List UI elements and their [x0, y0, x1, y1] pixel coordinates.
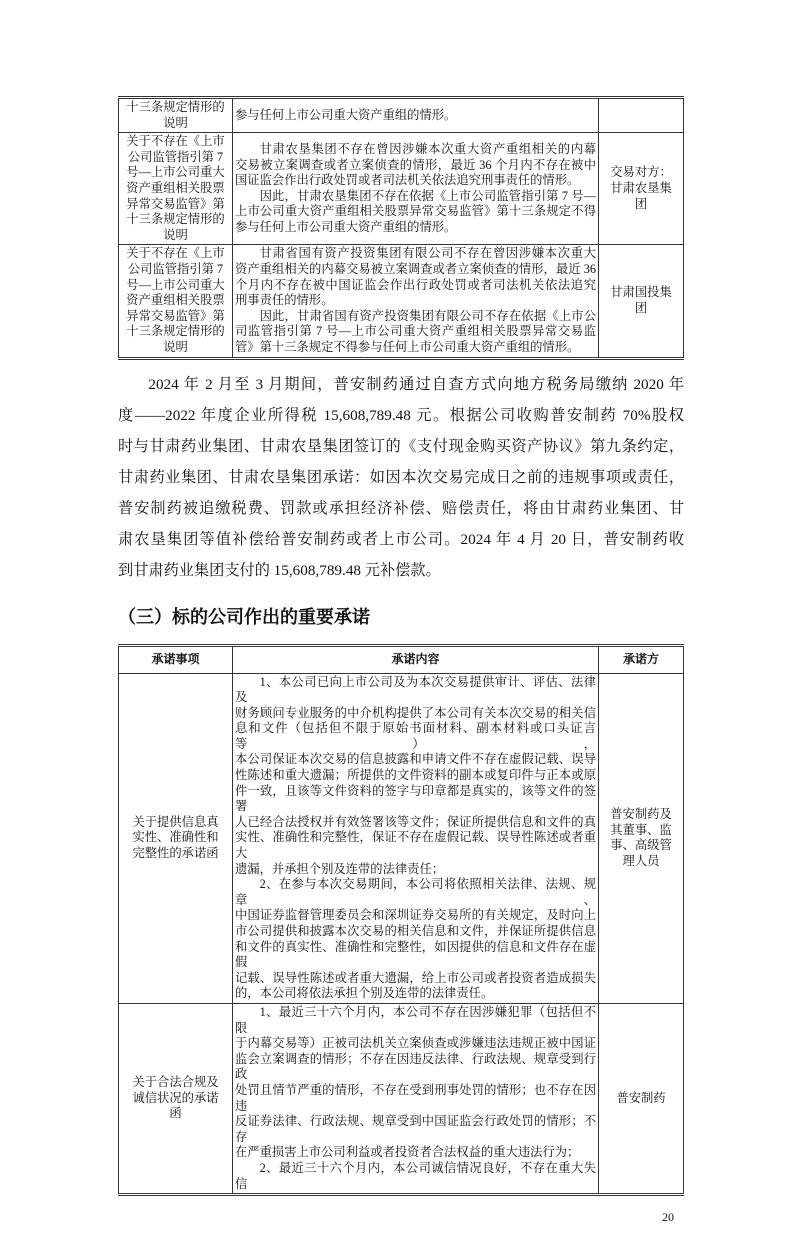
text-line: 遗漏，并承担个别及连带的法律责任；	[235, 861, 445, 876]
text-line: 团	[634, 196, 648, 211]
text-line: 市公司提供和披露本次交易的相关信息和文件，并保证所提供信息	[235, 924, 596, 938]
text-line: 公司监管指引第 7	[127, 261, 224, 276]
text-line: 完整性的承诺函	[132, 846, 219, 861]
content-paragraph	[235, 675, 596, 878]
text-line: 说明	[163, 227, 188, 242]
text-line: 本公司保证本次交易的信息披露和申请文件不存在虚假记载、误导	[235, 752, 596, 767]
commitment-content-cell	[233, 98, 599, 133]
text-line: 人已经合法授权并有效签署该等文件；保证所提供信息和文件的真	[235, 814, 596, 829]
table-row	[119, 673, 684, 1003]
text-line: 十三条规定情形的	[126, 324, 225, 339]
text-line: 件一致，且该等文件资料的签字与印章都是真实的，该等文件的签署	[235, 783, 596, 814]
committing-party-cell	[599, 133, 684, 245]
text-line: 异常交易监管》第	[126, 308, 225, 323]
commitment-content-cell	[233, 133, 599, 245]
text-line: 到甘肃药业集团支付的 15,608,789.48 元补偿款。	[118, 561, 441, 579]
text-line: 个月内不存在被中国证监会作出行政处罚或者司法机关依法追究	[235, 277, 596, 292]
text-line: 其董事、监	[610, 822, 672, 837]
text-line: 说明	[163, 115, 188, 130]
text-line: 于内幕交易等）正被司法机关立案侦查或涉嫌违法违规正被中国证	[235, 1036, 596, 1051]
text-line: 在严重损害上市公司利益或者投资者合法权益的重大违法行为；	[235, 1145, 580, 1160]
text-line: 和文件的真实性、准确性和完整性，如因提供的信息和文件存在虚假	[235, 939, 596, 970]
text-line: 事、高级管	[610, 838, 672, 853]
table-row	[119, 1003, 684, 1194]
text-line: 中国证券监督管理委员会和深圳证券交易所的有关规定，及时向上	[235, 908, 596, 923]
text-line: 号—上市公司重大	[126, 277, 225, 292]
text-line: 十三条规定情形的	[126, 100, 225, 114]
text-line: 1、本公司已向上市公司及为本次交易提供审计、评估、法律及	[235, 674, 596, 705]
text-line: 理人员	[622, 853, 660, 868]
content-paragraph	[235, 309, 596, 356]
text-line: 因此，甘肃省国有资产投资集团有限公司不存在依据《上市公	[259, 308, 596, 323]
text-line: 函	[169, 1106, 182, 1121]
text-line: 处罚且情节严重的情形，不存在受到刑事处罚的情形；也不存在因违	[235, 1082, 596, 1113]
document-page	[118, 0, 684, 1244]
text-line: 甘肃国投集	[610, 285, 672, 300]
content-paragraph	[235, 189, 596, 236]
text-line: 普安制药	[616, 1090, 666, 1105]
header-commitment-item: 承诺事项	[119, 645, 233, 673]
text-line: 度——2022 年度企业所得税 15,608,789.48 元。根据公司收购普安制药 70%股权	[118, 406, 684, 424]
text-line: 说明	[163, 339, 188, 354]
text-line: 异常交易监管》第	[126, 196, 225, 211]
text-line: 关于不存在《上市	[126, 246, 225, 261]
text-line: 十三条规定情形的	[126, 212, 225, 227]
text-line: 因此，甘肃农垦集团不存在依据《上市公司监管指引第 7 号—	[259, 188, 596, 203]
commitment-item-cell	[119, 673, 233, 1003]
text-line: 肃农垦集团等值补偿给普安制药或者上市公司。2024 年 4 月 20 日，普安制药收	[118, 530, 684, 548]
text-line: 关于合法合规及	[132, 1075, 219, 1090]
table-row	[119, 98, 684, 133]
committing-party-cell	[599, 98, 684, 133]
committing-party-cell	[599, 245, 684, 358]
content-paragraph	[235, 877, 596, 1002]
commitment-item-cell	[119, 1003, 233, 1194]
text-line: 甘肃农垦集团不存在曾因涉嫌本次重大资产重组相关的内幕	[259, 141, 596, 156]
commitment-content-cell	[233, 1003, 599, 1194]
text-line: 交易对方：	[610, 165, 672, 180]
commitment-content-cell	[233, 673, 599, 1003]
text-line: 监会立案调查的情形；不存在因违反法律、行政法规、规章受到行政	[235, 1051, 596, 1082]
text-line: 的，本公司将依法承担个别及连带的法律责任。	[235, 986, 494, 1001]
text-line: 实性、准确性和完整性，保证不存在虚假记载、误导性陈述或者重大	[235, 830, 596, 861]
text-line: 财务顾问专业服务的中介机构提供了本公司有关本次交易的相关信	[235, 705, 596, 720]
text-line: 普安制药及	[610, 807, 672, 822]
commitment-item-cell	[119, 133, 233, 245]
commitment-item-cell	[119, 98, 233, 133]
text-line: 甘肃药业集团、甘肃农垦集团承诺：如因本次交易完成日之前的违规事项或责任，	[118, 468, 684, 486]
commitment-content-cell	[233, 245, 599, 358]
text-line: 参与任何上市公司重大资产重组的情形。	[235, 107, 457, 122]
text-line: 交易被立案调查或者立案侦查的情形，最近 36 个月内不存在被中	[235, 157, 596, 172]
content-paragraph	[235, 246, 596, 308]
content-paragraph	[235, 1005, 596, 1161]
text-line: 资产重组相关股票	[126, 293, 225, 308]
text-line: 公司监管指引第 7	[127, 149, 224, 164]
text-line: 性陈述和重大遗漏；所提供的文件资料的副本或复印件与正本或原	[235, 768, 596, 783]
committing-party-cell	[599, 673, 684, 1003]
text-line: 息和文件（包括但不限于原始书面材料、副本材料或口头证言等），	[235, 721, 596, 751]
text-line: 国证监会作出行政处罚或者司法机关依法追究刑事责任的情形。	[235, 173, 580, 188]
text-line: 资产重组相关的内幕交易被立案调查或者立案侦查的情形，最近 36	[235, 261, 596, 276]
table-header-row	[119, 645, 684, 673]
text-line: 2024 年 2 月至 3 月期间，普安制药通过自查方式向地方税务局缴纳 2020 年	[148, 375, 684, 393]
section-heading: （三）标的公司作出的重要承诺	[118, 606, 370, 628]
text-line: 刑事责任的情形。	[235, 293, 334, 308]
text-line: 甘肃农垦集	[610, 180, 672, 195]
table-row	[119, 133, 684, 245]
text-line: 反证券法律、行政法规、规章受到中国证监会行政处罚的情形；不存	[235, 1114, 596, 1144]
text-line: 管》第十三条规定不得参与任何上市公司重大资产重组的情形。	[235, 339, 580, 354]
commitment-item-cell	[119, 245, 233, 358]
text-line: 普安制药被追缴税费、罚款或承担经济补偿、赔偿责任，将由甘肃药业集团、甘	[118, 499, 684, 517]
text-line: 记载、误导性陈述或者重大遗漏，给上市公司或者投资者造成损失	[235, 970, 596, 985]
text-line: 诚信状况的承诺	[132, 1090, 219, 1105]
content-paragraph	[235, 1161, 596, 1192]
text-line: 2、最近三十六个月内，本公司诚信情况良好，不存在重大失信	[235, 1160, 596, 1191]
text-line: 上市公司重大资产重组相关股票异常交易监管》第十三条规定不得	[235, 204, 596, 219]
text-line: 参与任何上市公司重大资产重组的情形。	[235, 219, 457, 234]
page-number: 20	[662, 1210, 674, 1225]
commitments-table	[118, 644, 684, 1197]
text-line: 时与甘肃药业集团、甘肃农垦集团签订的《支付现金购买资产协议》第九条约定，	[118, 437, 684, 455]
entity-statement-table	[118, 96, 684, 360]
table-row	[119, 245, 684, 358]
text-line: 关于提供信息真	[132, 814, 219, 829]
text-line: 1、最近三十六个月内，本公司不存在因涉嫌犯罪（包括但不限	[235, 1004, 596, 1035]
text-line: 2、在参与本次交易期间，本公司将依照相关法律、法规、规章、	[235, 877, 596, 907]
header-committing-party: 承诺方	[599, 645, 684, 673]
text-line: 甘肃省国有资产投资集团有限公司不存在曾因涉嫌本次重大	[259, 246, 596, 261]
text-line: 实性、准确性和	[132, 830, 219, 845]
text-line: 资产重组相关股票	[126, 180, 225, 195]
content-paragraph	[235, 108, 596, 124]
tax-compensation-paragraph	[118, 369, 684, 586]
header-commitment-content: 承诺内容	[233, 645, 599, 673]
text-line: 团	[634, 300, 648, 315]
text-line: 司监管指引第 7 号—上市公司重大资产重组相关股票异常交易监	[235, 324, 596, 339]
content-paragraph	[235, 142, 596, 189]
text-line: 关于不存在《上市	[126, 134, 225, 149]
committing-party-cell	[599, 1003, 684, 1194]
text-line: 号—上市公司重大	[126, 165, 225, 180]
